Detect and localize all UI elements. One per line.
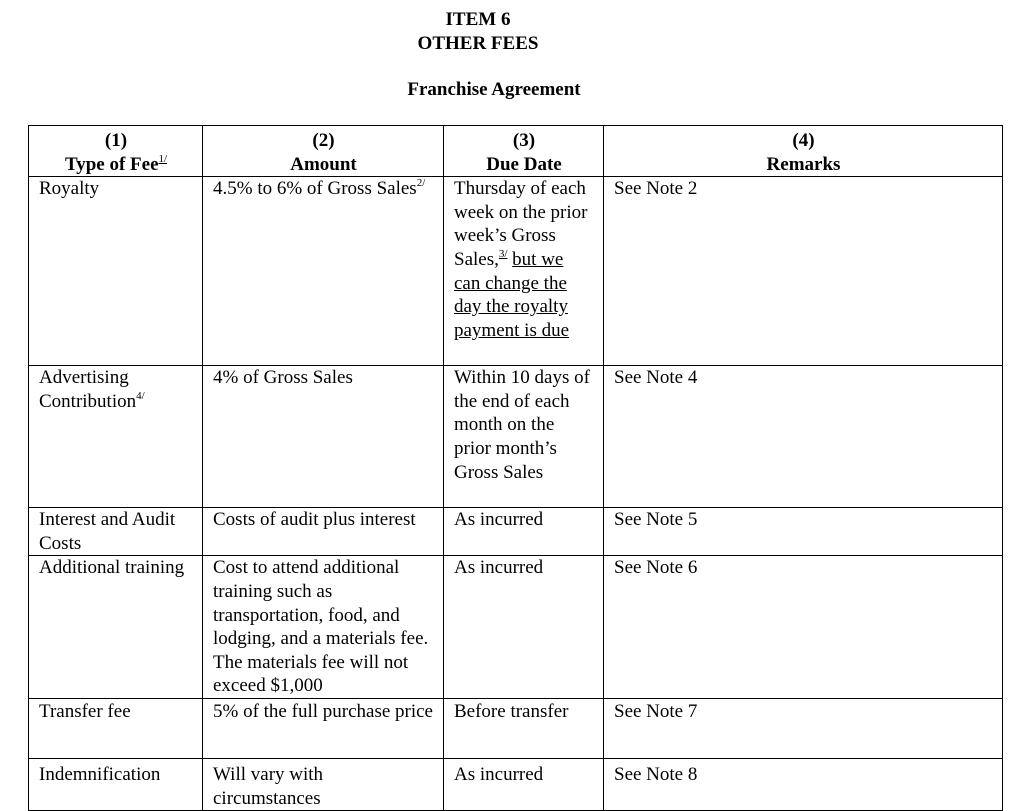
footnote-marker: 3/ — [498, 247, 508, 260]
table-row — [29, 698, 1003, 758]
cell-remarks: See Note 8 — [604, 758, 1003, 810]
cell-type: Additional training — [29, 556, 203, 699]
due-date-continued: but we can change the day the royalty payment is due — [454, 248, 570, 341]
cell-amount: 5% of the full purchase price — [203, 698, 444, 758]
cell-due-date: As incurred — [444, 758, 604, 810]
cell-due-date: As incurred — [444, 508, 604, 556]
cell-remarks: See Note 6 — [604, 556, 1003, 699]
header-number: (4) — [792, 130, 815, 151]
header-label: Remarks — [766, 153, 841, 175]
footnote-marker: 1/ — [158, 152, 168, 165]
cell-amount: Cost to attend additional training such as transportation, food, and lodging, and a materials fee. The materials fee will not exceed $1,000 — [203, 556, 444, 699]
other-fees-table — [28, 125, 1003, 811]
header-number: (2) — [312, 130, 335, 151]
cell-due-date: Within 10 days of the end of each month on the prior month’s Gross Sales — [444, 366, 604, 508]
cell-type: Transfer fee — [29, 698, 203, 758]
table-row — [29, 366, 1003, 508]
header-number: (3) — [512, 130, 536, 151]
header-type-of-fee — [29, 126, 203, 177]
table-row — [29, 556, 1003, 699]
cell-amount: Costs of audit plus interest — [203, 508, 444, 556]
cell-amount: 4.5% to 6% of Gross Sales$^{2/}$ — [203, 177, 444, 366]
cell-type: Royalty — [29, 177, 203, 366]
table-row — [29, 758, 1003, 810]
footnote-marker: 4/ — [136, 389, 145, 402]
header-number: (1) — [104, 130, 128, 151]
cell-remarks: See Note 5 — [604, 508, 1003, 556]
cell-remarks: See Note 2 — [604, 177, 1003, 366]
footnote-marker: 2/ — [416, 177, 426, 190]
header-remarks — [604, 126, 1003, 177]
cell-remarks: See Note 7 — [604, 698, 1003, 758]
header-label: Due Date — [486, 153, 562, 175]
table-row — [29, 508, 1003, 556]
cell-type: Advertising Contribution$^{4/}$ — [29, 366, 203, 508]
cell-due-date: Before transfer — [444, 698, 604, 758]
cell-type: Interest and Audit Costs — [29, 508, 203, 556]
section-title: OTHER FEES — [417, 33, 539, 54]
cell-amount: 4% of Gross Sales — [203, 366, 444, 508]
section-subtitle: Franchise Agreement — [407, 79, 581, 100]
table-row — [29, 177, 1003, 366]
cell-remarks: See Note 4 — [604, 366, 1003, 508]
table-header-row — [29, 126, 1003, 177]
cell-due-date: Thursday of each week on the prior week’s Gross Sales,$^{3/}$ but we can change the day the royalty payment is due — [444, 177, 604, 366]
item-number-heading: ITEM 6 — [445, 9, 511, 30]
cell-amount: Will vary with circumstances — [203, 758, 444, 810]
header-due-date — [444, 126, 604, 177]
header-amount — [203, 126, 444, 177]
cell-type: Indemnification — [29, 758, 203, 810]
cell-due-date: As incurred — [444, 556, 604, 699]
header-label: Amount — [290, 153, 357, 175]
header-label: Type of Fee$^{1/}$ — [64, 152, 168, 175]
